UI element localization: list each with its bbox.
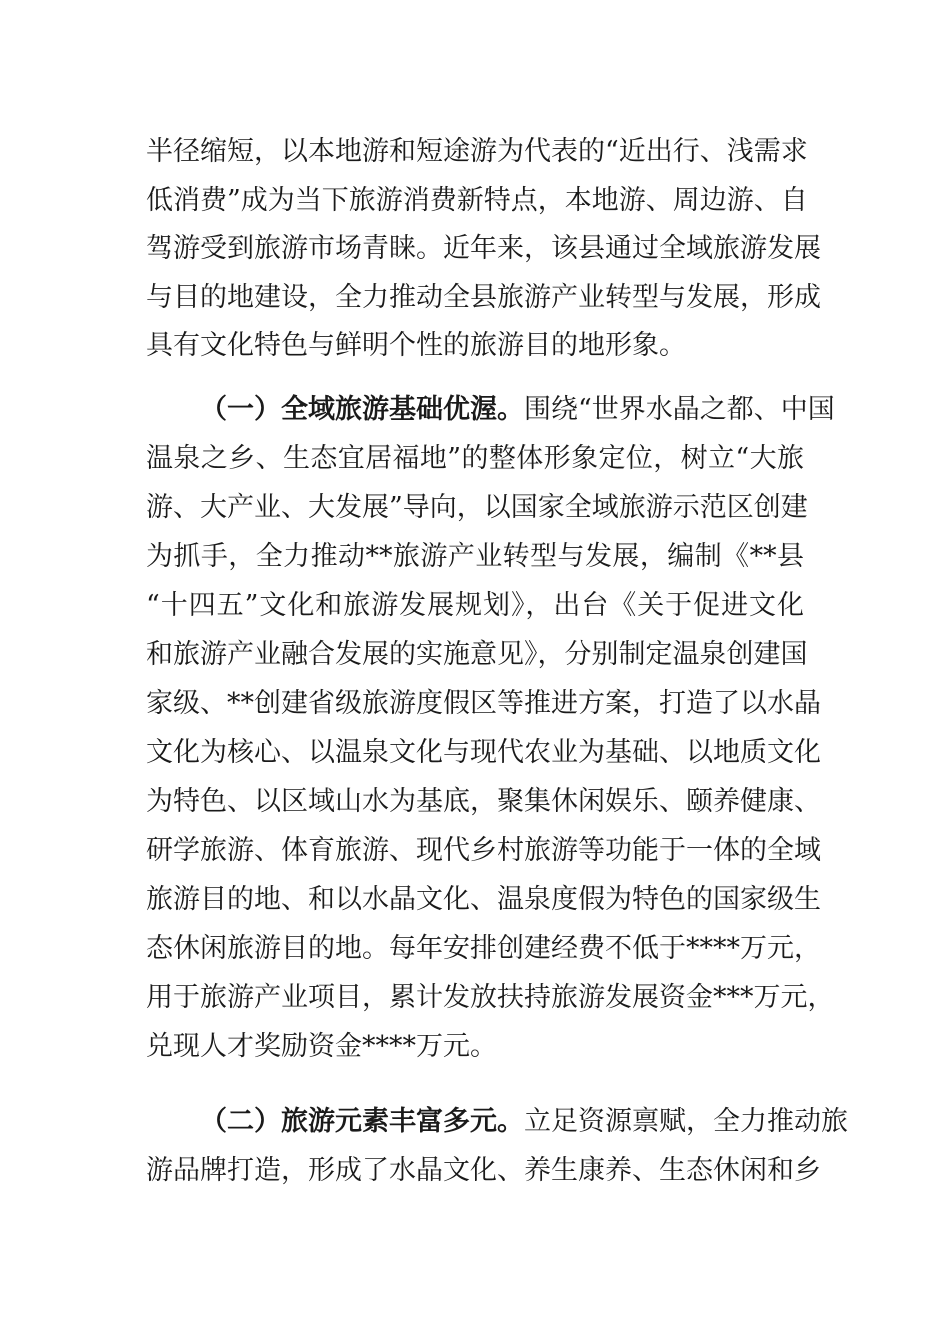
text-line: 半径缩短，以本地游和短途游为代表的“近出行、浅需求 bbox=[146, 136, 808, 167]
text-line: 家级、**创建省级旅游度假区等推进方案，打造了以水晶 bbox=[146, 688, 821, 719]
text-line: 和旅游产业融合发展的实施意见》，分别制定温泉创建国 bbox=[146, 639, 808, 670]
section-two-heading: （二）旅游元素丰富多元。 bbox=[200, 1106, 524, 1137]
section-two-first-line bbox=[200, 1104, 848, 1140]
text-line: 旅游目的地、和以水晶文化、温泉度假为特色的国家级生 bbox=[146, 884, 821, 915]
text-line: 温泉之乡、生态宜居福地”的整体形象定位，树立“大旅 bbox=[146, 443, 804, 474]
text-line: 与目的地建设，全力推动全县旅游产业转型与发展，形成 bbox=[146, 282, 821, 313]
text-line: 游、大产业、大发展”导向，以国家全域旅游示范区创建 bbox=[146, 492, 808, 523]
text-line: 游品牌打造，形成了水晶文化、养生康养、生态休闲和乡 bbox=[146, 1155, 821, 1186]
text-line: 研学旅游、体育旅游、现代乡村旅游等功能于一体的全域 bbox=[146, 835, 821, 866]
text-line: 兑现人才奖励资金****万元。 bbox=[146, 1031, 497, 1062]
section-one-first-line bbox=[200, 392, 835, 428]
section-one-heading: （一）全域旅游基础优渥。 bbox=[200, 394, 524, 425]
text-line: 为抓手，全力推动**旅游产业转型与发展，编制《**县 bbox=[146, 541, 804, 572]
text-line: 驾游受到旅游市场青睐。近年来，该县通过全域旅游发展 bbox=[146, 233, 821, 264]
text-line: 文化为核心、以温泉文化与现代农业为基础、以地质文化 bbox=[146, 737, 821, 768]
text-line: 低消费”成为当下旅游消费新特点，本地游、周边游、自 bbox=[146, 185, 808, 216]
section-two-first-line-text: 立足资源禀赋，全力推动旅 bbox=[524, 1106, 848, 1137]
text-line: 具有文化特色与鲜明个性的旅游目的地形象。 bbox=[146, 330, 686, 361]
text-line: “十四五”文化和旅游发展规划》，出台《关于促进文化 bbox=[146, 590, 804, 621]
section-one-first-line-text: 围绕“世界水晶之都、中国 bbox=[524, 394, 835, 425]
text-line: 为特色、以区域山水为基底，聚集休闲娱乐、颐养健康、 bbox=[146, 786, 821, 817]
text-line: 态休闲旅游目的地。每年安排创建经费不低于****万元， bbox=[146, 933, 821, 964]
text-line: 用于旅游产业项目，累计发放扶持旅游发展资金***万元， bbox=[146, 982, 835, 1013]
